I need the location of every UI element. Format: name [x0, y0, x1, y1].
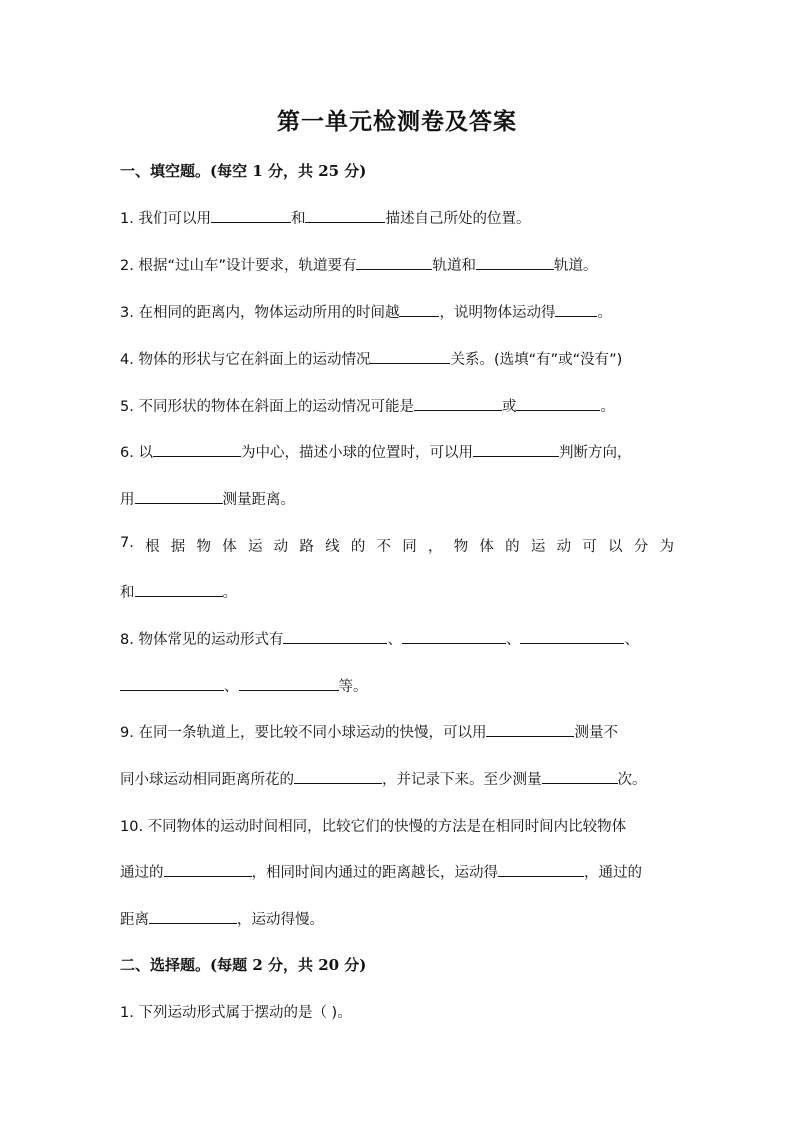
question-char: 可 [582, 539, 597, 555]
question-text: 和 [120, 585, 135, 601]
question-text: 通过的 [120, 865, 164, 881]
question-char: 运 [247, 539, 263, 555]
answer-blank[interactable] [164, 862, 252, 877]
question-text: 5. 不同形状的物体在斜面上的运动情况可能是 [120, 399, 414, 415]
question-char: 不 [376, 539, 392, 555]
question-char: 路 [299, 539, 314, 555]
answer-blank[interactable] [555, 302, 597, 317]
choice-question-1 [120, 1001, 674, 1022]
answer-blank[interactable] [305, 208, 385, 223]
answer-blank[interactable] [520, 629, 624, 644]
answer-blank[interactable] [516, 396, 600, 411]
answer-blank[interactable] [153, 442, 241, 457]
question-2 [120, 254, 674, 275]
question-text: 、 [387, 632, 402, 648]
answer-blank[interactable] [486, 722, 574, 737]
question-text: 、 [224, 679, 239, 695]
question-text: 6. 以 [120, 445, 153, 461]
question-char: 为 [659, 539, 674, 555]
question-6 [120, 441, 674, 462]
question-char: 以 [608, 539, 623, 555]
question-text: 3. 在相同的距离内，物体运动所用的时间越 [120, 305, 400, 321]
answer-blank[interactable] [399, 302, 439, 317]
answer-blank[interactable] [370, 349, 450, 364]
question-text: ，运动得慢。 [237, 912, 324, 928]
question-7-continued [120, 581, 674, 602]
question-text: 4. 物体的形状与它在斜面上的运动情况 [120, 352, 371, 368]
answer-blank[interactable] [473, 442, 559, 457]
section-multiple-choice-heading: 二、选择题。(每题 2 分，共 20 分) [120, 956, 367, 974]
question-char: 根 [145, 539, 160, 555]
answer-blank[interactable] [402, 629, 506, 644]
question-9-continued [120, 768, 674, 789]
question-text: ，通过的 [584, 865, 642, 881]
page-title: 第一单元检测卷及答案 [277, 108, 517, 135]
question-text: 判断方向， [558, 445, 632, 461]
question-char: ， [427, 539, 443, 555]
question-char: 运 [530, 539, 546, 555]
question-text: 为中心，描述小球的位置时，可以用 [240, 445, 473, 461]
answer-blank[interactable] [542, 769, 618, 784]
question-4 [120, 348, 674, 369]
question-text: 2. 根据“过山车”设计要求，轨道要有 [120, 258, 357, 274]
question-text: 测量距离。 [222, 492, 295, 508]
question-text: 。 [600, 399, 615, 415]
answer-blank[interactable] [120, 676, 224, 691]
question-char: 分 [633, 539, 649, 555]
question-char: 7. [120, 535, 134, 551]
question-text: 。 [597, 305, 612, 321]
question-text: 次。 [617, 772, 647, 788]
question-text: ，相同时间内通过的距离越长，运动得 [251, 865, 498, 881]
answer-blank[interactable] [283, 629, 387, 644]
question-text: 8. 物体常见的运动形式有 [120, 632, 284, 648]
question-char: 体 [479, 539, 494, 555]
question-text: 同小球运动相同距离所花的 [120, 772, 294, 788]
question-10-continued [120, 861, 674, 882]
question-char: 的 [505, 539, 520, 555]
question-text: 10. 不同物体的运动时间相同，比较它们的快慢的方法是在相同时间内比较物体 [120, 819, 627, 835]
question-text: 距离 [120, 912, 149, 928]
answer-blank[interactable] [356, 255, 432, 270]
answer-blank[interactable] [211, 208, 291, 223]
question-char: 物 [453, 539, 469, 555]
section-fill-in-heading: 一、填空题。(每空 1 分，共 25 分) [120, 162, 367, 180]
question-text: 1. 我们可以用 [120, 211, 211, 227]
question-text: 轨道和 [432, 258, 476, 274]
question-char: 物 [196, 539, 211, 555]
answer-blank[interactable] [414, 396, 502, 411]
question-char: 同 [402, 539, 417, 555]
question-char: 据 [170, 539, 186, 555]
question-5 [120, 395, 674, 416]
question-char: 体 [222, 539, 237, 555]
question-3 [120, 301, 674, 322]
question-text: 关系。(选填“有”或“没有”) [450, 352, 623, 368]
question-char: 动 [273, 539, 289, 555]
question-8-continued [120, 675, 674, 696]
question-text: 轨道。 [553, 258, 598, 274]
question-text: 测量不 [574, 725, 618, 741]
question-text: 1. 下列运动形式属于摆动的是（ )。 [120, 1005, 352, 1021]
question-text: 等。 [338, 679, 368, 695]
question-7 [120, 535, 674, 556]
question-text: 或 [501, 399, 517, 415]
question-10-continued-2 [120, 908, 674, 929]
answer-blank[interactable] [294, 769, 382, 784]
answer-blank[interactable] [476, 255, 554, 270]
question-1 [120, 207, 674, 228]
question-char: 线 [325, 539, 340, 555]
question-text: 、 [624, 632, 639, 648]
question-text: ，并记录下来。至少测量 [382, 772, 542, 788]
question-char: 的 [350, 539, 366, 555]
answer-blank[interactable] [149, 909, 237, 924]
question-text: 描述自己所处的位置。 [385, 211, 531, 227]
question-text: 。 [222, 585, 237, 601]
answer-blank[interactable] [239, 676, 339, 691]
question-text: 、 [505, 632, 521, 648]
question-9 [120, 721, 674, 742]
answer-blank[interactable] [498, 862, 584, 877]
question-text: 和 [290, 211, 306, 227]
question-6-continued [120, 488, 674, 509]
question-char: 动 [556, 539, 572, 555]
question-text: 用 [120, 492, 135, 508]
question-10 [120, 815, 674, 836]
question-text: 9. 在同一条轨道上，要比较不同小球运动的快慢，可以用 [120, 725, 487, 741]
question-8 [120, 628, 674, 649]
answer-blank[interactable] [135, 489, 223, 504]
answer-blank[interactable] [135, 582, 223, 597]
question-text: ，说明物体运动得 [439, 305, 556, 321]
